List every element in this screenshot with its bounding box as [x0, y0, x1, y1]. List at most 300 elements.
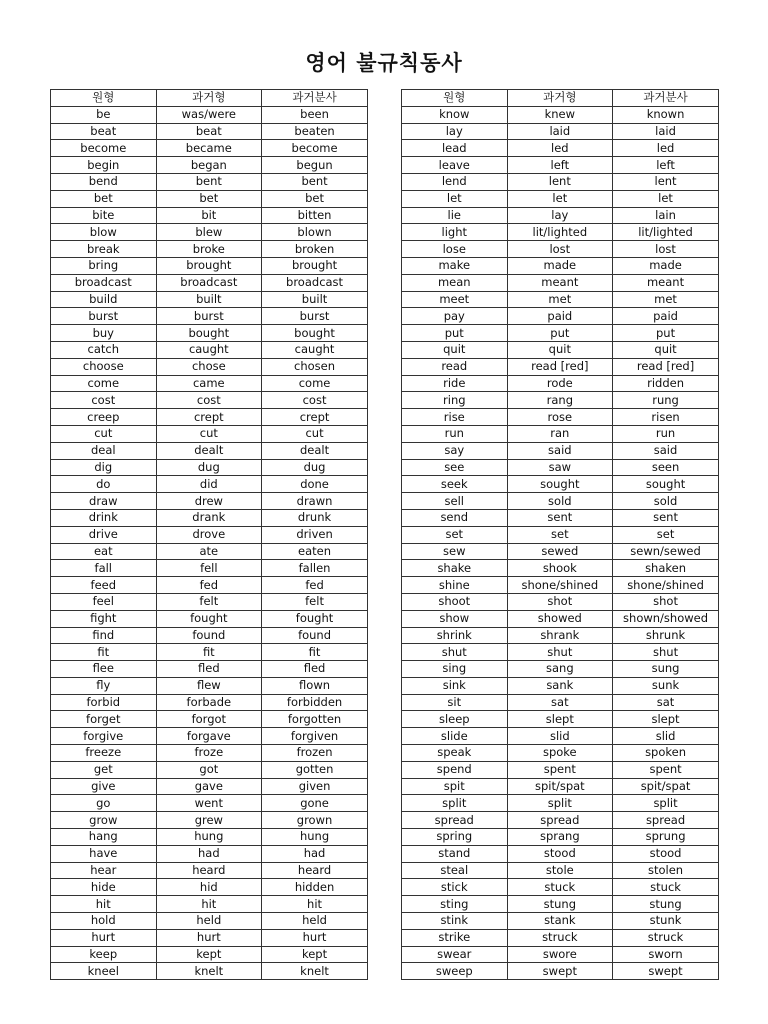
past-participle-cell: fit: [262, 644, 368, 661]
past-participle-cell: seen: [613, 459, 719, 476]
table-row: [51, 106, 368, 123]
base-form-cell: draw: [51, 493, 157, 510]
base-form-cell: hide: [51, 879, 157, 896]
past-tense-cell: shook: [507, 560, 613, 577]
past-participle-cell: bought: [262, 325, 368, 342]
base-form-cell: feel: [51, 593, 157, 610]
past-participle-cell: fought: [262, 610, 368, 627]
table-row: [51, 409, 368, 426]
past-participle-cell: laid: [613, 123, 719, 140]
past-tense-cell: quit: [507, 341, 613, 358]
past-tense-cell: gave: [156, 778, 262, 795]
past-tense-cell: sang: [507, 661, 613, 678]
past-tense-cell: fit: [156, 644, 262, 661]
base-form-cell: rise: [402, 409, 508, 426]
past-tense-cell: forgot: [156, 711, 262, 728]
past-tense-cell: burst: [156, 308, 262, 325]
table-row: [402, 644, 719, 661]
table-row: [402, 879, 719, 896]
past-tense-cell: knelt: [156, 963, 262, 980]
past-tense-cell: saw: [507, 459, 613, 476]
past-tense-cell: did: [156, 476, 262, 493]
verb-table-right-body: [402, 106, 719, 979]
table-row: [402, 157, 719, 174]
past-tense-cell: drank: [156, 509, 262, 526]
base-form-cell: forget: [51, 711, 157, 728]
past-participle-cell: built: [262, 291, 368, 308]
base-form-cell: hit: [51, 896, 157, 913]
past-tense-cell: showed: [507, 610, 613, 627]
past-tense-cell: kept: [156, 946, 262, 963]
past-participle-cell: gotten: [262, 761, 368, 778]
past-participle-cell: begun: [262, 157, 368, 174]
table-row: [402, 224, 719, 241]
past-participle-cell: lit/lighted: [613, 224, 719, 241]
past-tense-cell: lent: [507, 173, 613, 190]
table-row: [402, 123, 719, 140]
past-tense-cell: sat: [507, 694, 613, 711]
base-form-cell: drive: [51, 526, 157, 543]
past-tense-cell: found: [156, 627, 262, 644]
past-participle-cell: shut: [613, 644, 719, 661]
table-row: [51, 257, 368, 274]
table-row: [51, 224, 368, 241]
past-participle-cell: shone/shined: [613, 577, 719, 594]
base-form-cell: see: [402, 459, 508, 476]
past-tense-cell: lit/lighted: [507, 224, 613, 241]
past-tense-cell: rose: [507, 409, 613, 426]
past-tense-cell: heard: [156, 862, 262, 879]
past-participle-cell: met: [613, 291, 719, 308]
past-tense-cell: hid: [156, 879, 262, 896]
table-row: [51, 291, 368, 308]
past-tense-cell: beat: [156, 123, 262, 140]
past-tense-cell: grew: [156, 812, 262, 829]
table-row: [51, 358, 368, 375]
table-header-row: [51, 90, 368, 107]
table-row: [402, 341, 719, 358]
past-participle-cell: spit/spat: [613, 778, 719, 795]
table-row: [402, 173, 719, 190]
table-row: [402, 560, 719, 577]
past-participle-cell: known: [613, 106, 719, 123]
table-row: [402, 459, 719, 476]
base-form-cell: build: [51, 291, 157, 308]
base-form-cell: become: [51, 140, 157, 157]
past-participle-cell: had: [262, 845, 368, 862]
past-tense-cell: broke: [156, 241, 262, 258]
past-tense-cell: read [red]: [507, 358, 613, 375]
past-tense-cell: lost: [507, 241, 613, 258]
base-form-cell: lead: [402, 140, 508, 157]
past-participle-cell: sought: [613, 476, 719, 493]
past-participle-cell: blown: [262, 224, 368, 241]
past-participle-cell: ridden: [613, 375, 719, 392]
table-row: [51, 274, 368, 291]
past-participle-cell: hit: [262, 896, 368, 913]
table-row: [402, 913, 719, 930]
page-title: 영어 불규칙동사: [305, 51, 463, 75]
past-participle-cell: driven: [262, 526, 368, 543]
base-form-cell: forgive: [51, 728, 157, 745]
past-tense-cell: drew: [156, 493, 262, 510]
base-form-cell: break: [51, 241, 157, 258]
table-row: [402, 190, 719, 207]
table-row: [51, 577, 368, 594]
base-form-cell: buy: [51, 325, 157, 342]
past-tense-cell: put: [507, 325, 613, 342]
table-row: [402, 593, 719, 610]
base-form-cell: bite: [51, 207, 157, 224]
table-row: [402, 526, 719, 543]
table-row: [402, 661, 719, 678]
past-tense-cell: said: [507, 442, 613, 459]
table-row: [51, 593, 368, 610]
past-participle-cell: hidden: [262, 879, 368, 896]
past-tense-cell: caught: [156, 341, 262, 358]
base-form-cell: read: [402, 358, 508, 375]
table-row: [402, 896, 719, 913]
past-participle-cell: kept: [262, 946, 368, 963]
past-tense-cell: slid: [507, 728, 613, 745]
base-form-cell: flee: [51, 661, 157, 678]
table-row: [51, 929, 368, 946]
base-form-cell: freeze: [51, 745, 157, 762]
table-header-row: [402, 90, 719, 107]
past-participle-cell: sunk: [613, 677, 719, 694]
base-form-cell: sink: [402, 677, 508, 694]
table-row: [402, 829, 719, 846]
table-row: [51, 509, 368, 526]
table-row: [402, 761, 719, 778]
past-tense-cell: sank: [507, 677, 613, 694]
table-row: [51, 140, 368, 157]
past-tense-cell: forgave: [156, 728, 262, 745]
past-tense-cell: spread: [507, 812, 613, 829]
base-form-cell: speak: [402, 745, 508, 762]
base-form-cell: put: [402, 325, 508, 342]
header-past-participle: 과거분사: [262, 90, 368, 107]
past-tense-cell: stank: [507, 913, 613, 930]
past-participle-cell: left: [613, 157, 719, 174]
header-base-form: 원형: [402, 90, 508, 107]
past-tense-cell: sewed: [507, 543, 613, 560]
past-participle-cell: done: [262, 476, 368, 493]
past-tense-cell: blew: [156, 224, 262, 241]
past-tense-cell: meant: [507, 274, 613, 291]
header-past-tense: 과거형: [156, 90, 262, 107]
base-form-cell: get: [51, 761, 157, 778]
table-row: [51, 627, 368, 644]
past-participle-cell: caught: [262, 341, 368, 358]
base-form-cell: stink: [402, 913, 508, 930]
base-form-cell: spring: [402, 829, 508, 846]
base-form-cell: strike: [402, 929, 508, 946]
past-tense-cell: rode: [507, 375, 613, 392]
past-participle-cell: bitten: [262, 207, 368, 224]
base-form-cell: hurt: [51, 929, 157, 946]
table-row: [51, 341, 368, 358]
table-row: [51, 425, 368, 442]
table-row: [51, 644, 368, 661]
past-participle-cell: said: [613, 442, 719, 459]
base-form-cell: be: [51, 106, 157, 123]
base-form-cell: do: [51, 476, 157, 493]
table-row: [402, 577, 719, 594]
base-form-cell: spread: [402, 812, 508, 829]
past-participle-cell: spoken: [613, 745, 719, 762]
base-form-cell: begin: [51, 157, 157, 174]
base-form-cell: kneel: [51, 963, 157, 980]
past-participle-cell: forgiven: [262, 728, 368, 745]
past-participle-cell: dealt: [262, 442, 368, 459]
table-row: [51, 543, 368, 560]
table-row: [51, 778, 368, 795]
past-tense-cell: chose: [156, 358, 262, 375]
past-participle-cell: beaten: [262, 123, 368, 140]
base-form-cell: meet: [402, 291, 508, 308]
past-tense-cell: met: [507, 291, 613, 308]
past-participle-cell: become: [262, 140, 368, 157]
table-row: [402, 627, 719, 644]
past-participle-cell: slept: [613, 711, 719, 728]
base-form-cell: forbid: [51, 694, 157, 711]
past-tense-cell: bent: [156, 173, 262, 190]
past-tense-cell: spoke: [507, 745, 613, 762]
table-row: [402, 392, 719, 409]
base-form-cell: creep: [51, 409, 157, 426]
table-row: [402, 745, 719, 762]
base-form-cell: feed: [51, 577, 157, 594]
past-tense-cell: fought: [156, 610, 262, 627]
past-tense-cell: swept: [507, 963, 613, 980]
base-form-cell: shut: [402, 644, 508, 661]
table-row: [51, 392, 368, 409]
past-participle-cell: bet: [262, 190, 368, 207]
table-row: [51, 963, 368, 980]
table-row: [402, 929, 719, 946]
table-row: [51, 560, 368, 577]
table-row: [402, 711, 719, 728]
base-form-cell: cost: [51, 392, 157, 409]
table-row: [51, 207, 368, 224]
table-row: [402, 946, 719, 963]
past-participle-cell: knelt: [262, 963, 368, 980]
table-row: [402, 694, 719, 711]
base-form-cell: bring: [51, 257, 157, 274]
past-participle-cell: drunk: [262, 509, 368, 526]
base-form-cell: sleep: [402, 711, 508, 728]
base-form-cell: make: [402, 257, 508, 274]
past-tense-cell: became: [156, 140, 262, 157]
table-row: [402, 845, 719, 862]
past-participle-cell: hurt: [262, 929, 368, 946]
base-form-cell: sting: [402, 896, 508, 913]
table-row: [51, 610, 368, 627]
past-tense-cell: bit: [156, 207, 262, 224]
base-form-cell: sew: [402, 543, 508, 560]
base-form-cell: find: [51, 627, 157, 644]
past-tense-cell: fell: [156, 560, 262, 577]
past-participle-cell: rung: [613, 392, 719, 409]
table-row: [402, 140, 719, 157]
past-participle-cell: brought: [262, 257, 368, 274]
past-participle-cell: cut: [262, 425, 368, 442]
table-row: [51, 459, 368, 476]
past-tense-cell: laid: [507, 123, 613, 140]
past-tense-cell: bet: [156, 190, 262, 207]
past-tense-cell: drove: [156, 526, 262, 543]
past-participle-cell: shown/showed: [613, 610, 719, 627]
base-form-cell: fit: [51, 644, 157, 661]
past-participle-cell: found: [262, 627, 368, 644]
table-row: [402, 778, 719, 795]
past-participle-cell: meant: [613, 274, 719, 291]
base-form-cell: set: [402, 526, 508, 543]
past-participle-cell: split: [613, 795, 719, 812]
past-tense-cell: shrank: [507, 627, 613, 644]
table-row: [402, 493, 719, 510]
base-form-cell: quit: [402, 341, 508, 358]
past-participle-cell: paid: [613, 308, 719, 325]
base-form-cell: drink: [51, 509, 157, 526]
base-form-cell: catch: [51, 341, 157, 358]
base-form-cell: show: [402, 610, 508, 627]
past-tense-cell: broadcast: [156, 274, 262, 291]
table-row: [51, 476, 368, 493]
table-row: [51, 661, 368, 678]
base-form-cell: shake: [402, 560, 508, 577]
base-form-cell: broadcast: [51, 274, 157, 291]
past-participle-cell: frozen: [262, 745, 368, 762]
past-participle-cell: slid: [613, 728, 719, 745]
past-tense-cell: had: [156, 845, 262, 862]
past-tense-cell: cost: [156, 392, 262, 409]
table-row: [51, 526, 368, 543]
base-form-cell: know: [402, 106, 508, 123]
past-tense-cell: spit/spat: [507, 778, 613, 795]
base-form-cell: lose: [402, 241, 508, 258]
table-row: [402, 257, 719, 274]
base-form-cell: beat: [51, 123, 157, 140]
past-tense-cell: knew: [507, 106, 613, 123]
past-tense-cell: left: [507, 157, 613, 174]
past-participle-cell: gone: [262, 795, 368, 812]
past-participle-cell: stolen: [613, 862, 719, 879]
past-participle-cell: put: [613, 325, 719, 342]
base-form-cell: ring: [402, 392, 508, 409]
base-form-cell: lend: [402, 173, 508, 190]
base-form-cell: dig: [51, 459, 157, 476]
base-form-cell: pay: [402, 308, 508, 325]
past-tense-cell: sprang: [507, 829, 613, 846]
table-row: [402, 207, 719, 224]
base-form-cell: cut: [51, 425, 157, 442]
base-form-cell: lay: [402, 123, 508, 140]
past-tense-cell: struck: [507, 929, 613, 946]
past-participle-cell: shot: [613, 593, 719, 610]
base-form-cell: shrink: [402, 627, 508, 644]
past-tense-cell: was/were: [156, 106, 262, 123]
past-tense-cell: dug: [156, 459, 262, 476]
table-row: [51, 913, 368, 930]
past-participle-cell: hung: [262, 829, 368, 846]
table-row: [51, 190, 368, 207]
past-participle-cell: sworn: [613, 946, 719, 963]
past-participle-cell: sewn/sewed: [613, 543, 719, 560]
base-form-cell: hear: [51, 862, 157, 879]
base-form-cell: fall: [51, 560, 157, 577]
table-row: [402, 476, 719, 493]
table-row: [402, 795, 719, 812]
table-row: [51, 845, 368, 862]
base-form-cell: choose: [51, 358, 157, 375]
table-row: [51, 694, 368, 711]
past-participle-cell: sung: [613, 661, 719, 678]
base-form-cell: seek: [402, 476, 508, 493]
table-row: [51, 173, 368, 190]
past-participle-cell: shrunk: [613, 627, 719, 644]
table-row: [51, 325, 368, 342]
past-tense-cell: crept: [156, 409, 262, 426]
base-form-cell: eat: [51, 543, 157, 560]
table-row: [51, 896, 368, 913]
past-tense-cell: made: [507, 257, 613, 274]
past-participle-cell: stung: [613, 896, 719, 913]
past-participle-cell: stunk: [613, 913, 719, 930]
base-form-cell: swear: [402, 946, 508, 963]
table-row: [51, 711, 368, 728]
past-participle-cell: quit: [613, 341, 719, 358]
past-tense-cell: slept: [507, 711, 613, 728]
past-tense-cell: fed: [156, 577, 262, 594]
table-row: [402, 543, 719, 560]
past-tense-cell: paid: [507, 308, 613, 325]
past-participle-cell: led: [613, 140, 719, 157]
past-tense-cell: felt: [156, 593, 262, 610]
past-participle-cell: forbidden: [262, 694, 368, 711]
base-form-cell: bend: [51, 173, 157, 190]
table-row: [51, 123, 368, 140]
base-form-cell: shoot: [402, 593, 508, 610]
table-row: [402, 509, 719, 526]
past-tense-cell: fled: [156, 661, 262, 678]
past-participle-cell: run: [613, 425, 719, 442]
base-form-cell: have: [51, 845, 157, 862]
past-tense-cell: went: [156, 795, 262, 812]
past-tense-cell: stung: [507, 896, 613, 913]
past-participle-cell: chosen: [262, 358, 368, 375]
base-form-cell: mean: [402, 274, 508, 291]
base-form-cell: stand: [402, 845, 508, 862]
past-participle-cell: burst: [262, 308, 368, 325]
past-tense-cell: shone/shined: [507, 577, 613, 594]
past-tense-cell: flew: [156, 677, 262, 694]
base-form-cell: grow: [51, 812, 157, 829]
base-form-cell: light: [402, 224, 508, 241]
base-form-cell: send: [402, 509, 508, 526]
table-row: [51, 761, 368, 778]
base-form-cell: keep: [51, 946, 157, 963]
past-participle-cell: dug: [262, 459, 368, 476]
header-past-tense: 과거형: [507, 90, 613, 107]
table-row: [51, 308, 368, 325]
table-row: [402, 325, 719, 342]
past-participle-cell: made: [613, 257, 719, 274]
past-tense-cell: brought: [156, 257, 262, 274]
base-form-cell: run: [402, 425, 508, 442]
base-form-cell: give: [51, 778, 157, 795]
